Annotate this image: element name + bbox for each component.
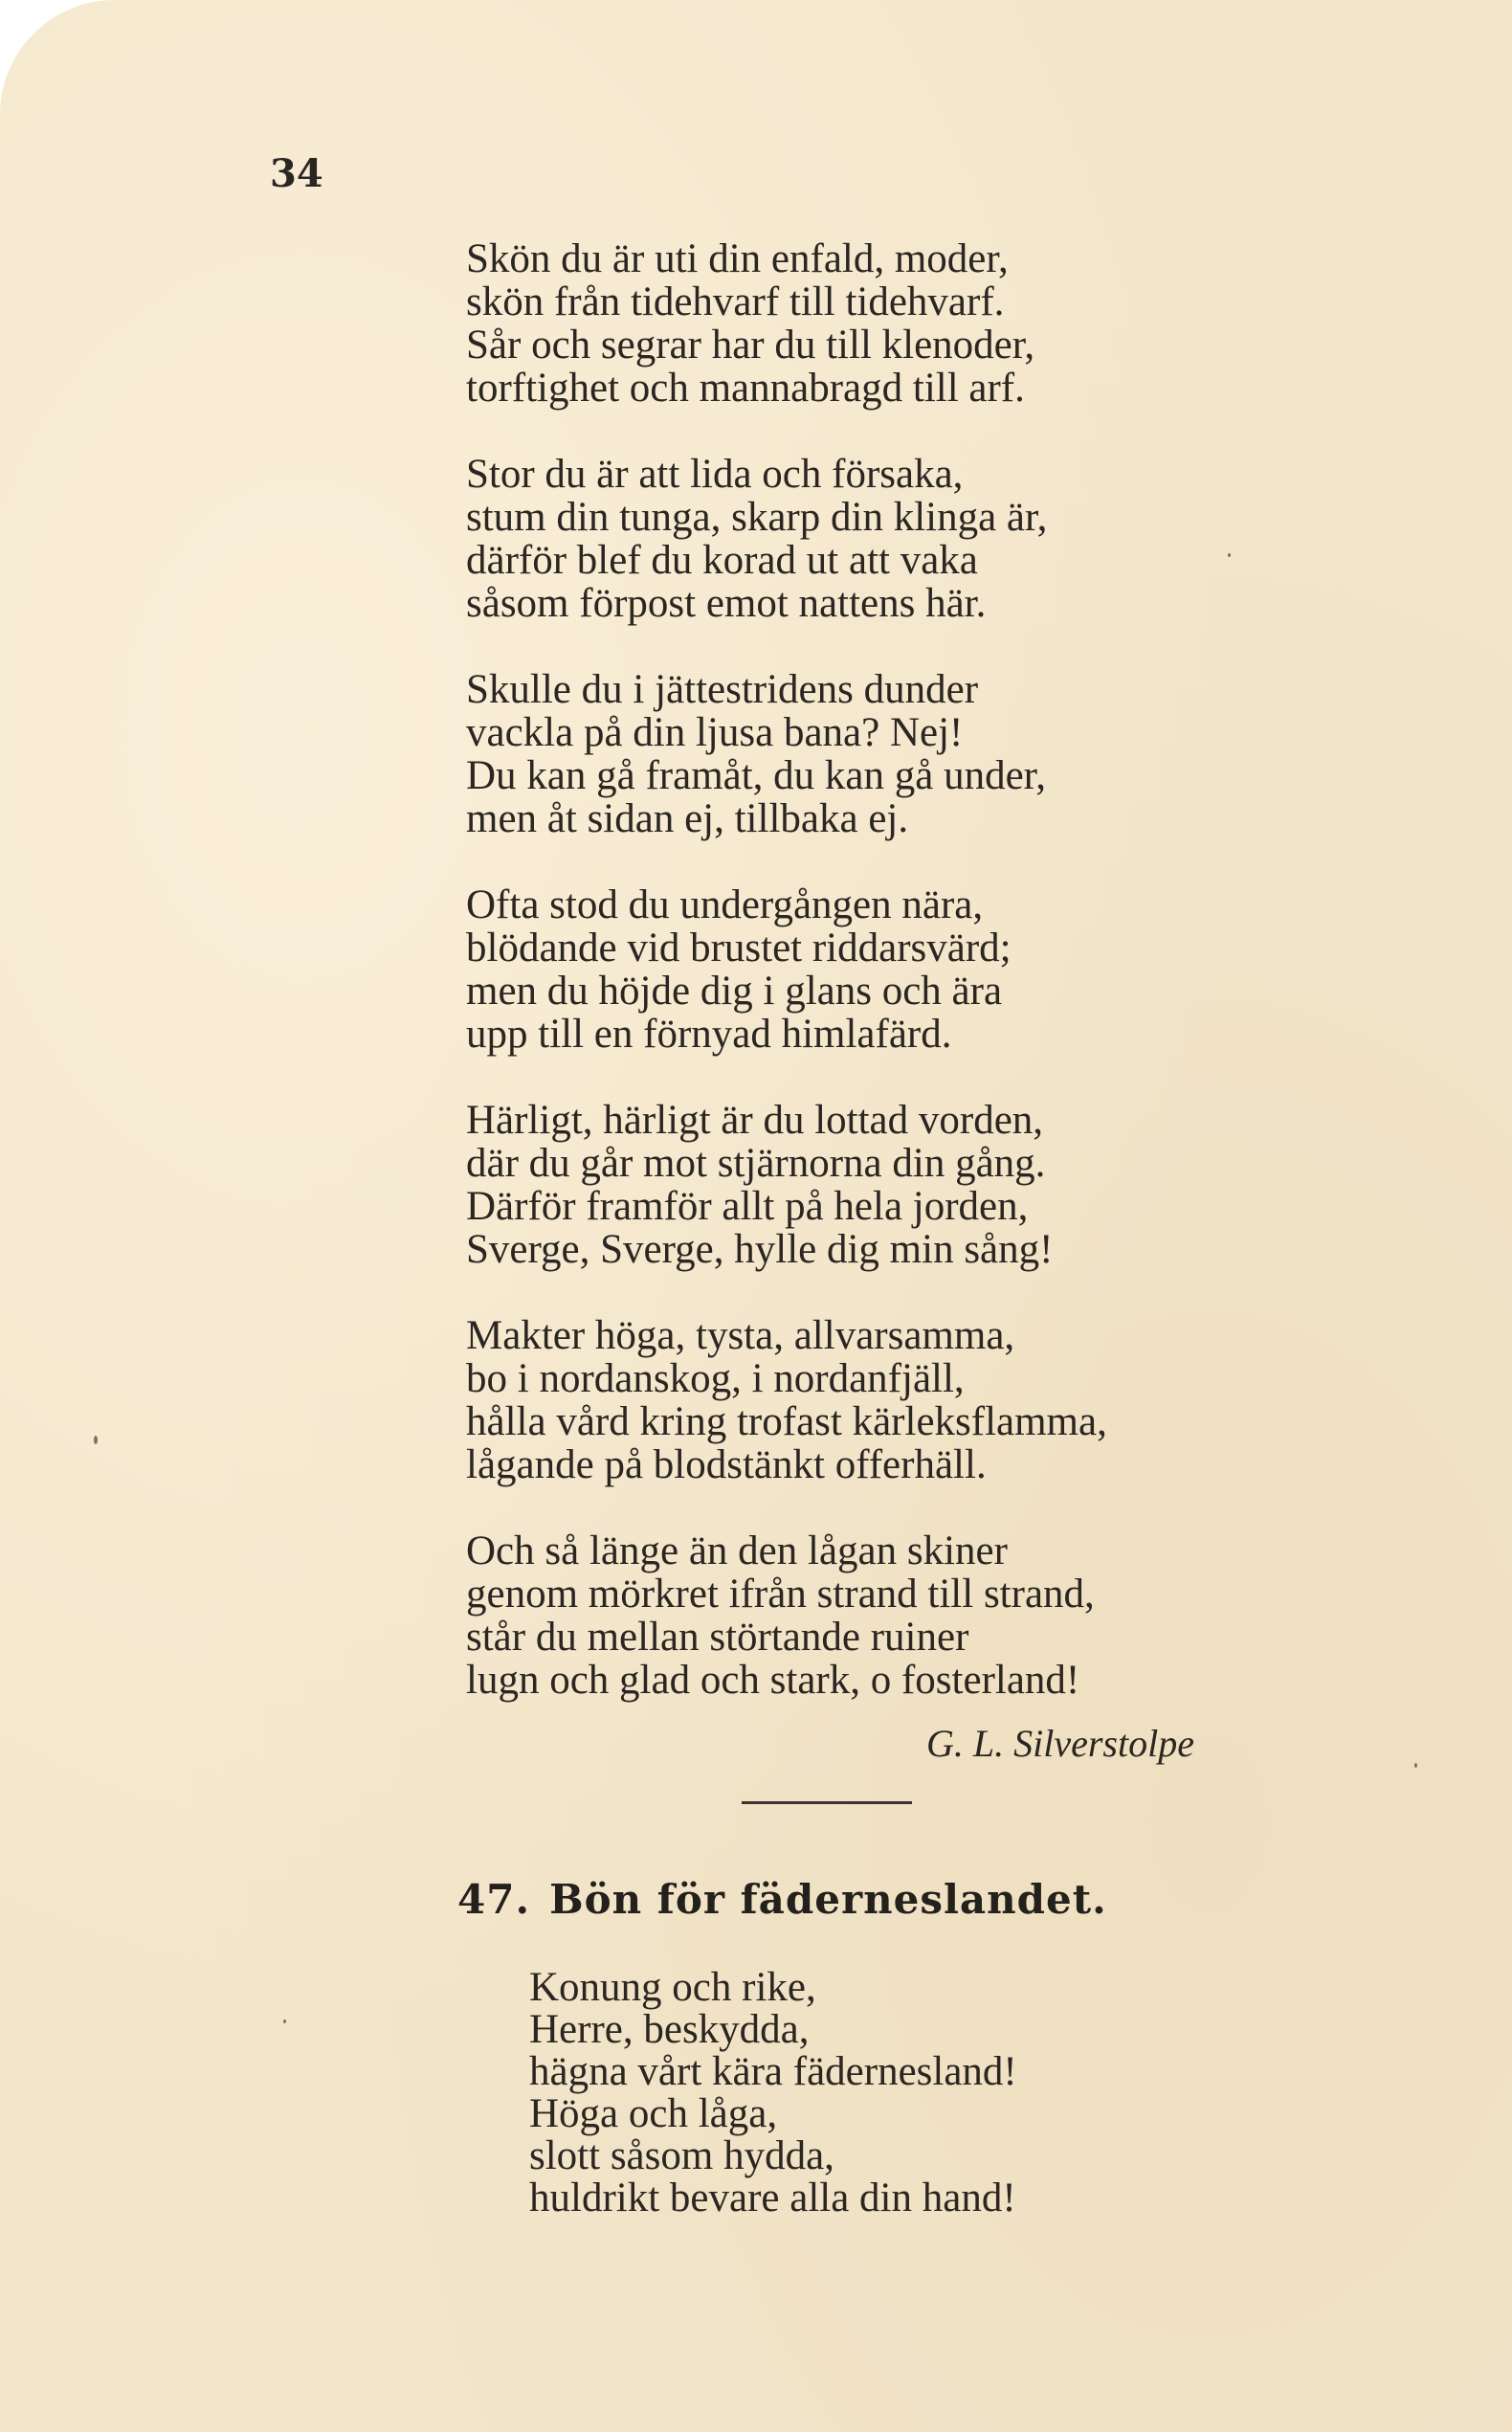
poem-line: men åt sidan ej, tillbaka ej. <box>466 796 909 841</box>
poem-line: står du mellan störtande ruiner <box>466 1615 969 1660</box>
prayer-line: Konung och rike, <box>529 1965 816 2010</box>
poem-line: skön från tidehvarf till tidehvarf. <box>466 279 1005 324</box>
poem-stanza <box>466 668 1327 840</box>
poem-line: vackla på din ljusa bana? Nej! <box>466 710 964 755</box>
poem-line: Härligt, härligt är du lottad vorden, <box>466 1098 1044 1143</box>
prayer-line: huldrikt bevare alla din hand! <box>529 2175 1016 2220</box>
poem-line: lugn och glad och stark, o fosterland! <box>466 1658 1080 1703</box>
poem-line: hålla vård kring trofast kärleksflamma, <box>466 1399 1107 1444</box>
prayer-line: hägna vårt kära fädernesland! <box>529 2049 1017 2094</box>
section-title: Bön för fäderneslandet. <box>549 1876 1107 1923</box>
poem-line: blödande vid brustet riddarsvärd; <box>466 926 1012 971</box>
section-number: 47. <box>457 1876 531 1923</box>
poem-line: Sverge, Sverge, hylle dig min sång! <box>466 1227 1054 1272</box>
poem-line: upp till en förnyad himlafärd. <box>466 1012 952 1057</box>
poem-line: bo i nordanskog, i nordanfjäll, <box>466 1356 965 1401</box>
paper-speck <box>94 1436 98 1444</box>
poem-line: stum din tunga, skarp din klinga är, <box>466 495 1048 540</box>
poem-line: Du kan gå framåt, du kan gå under, <box>466 753 1047 798</box>
prayer-body <box>529 1967 1017 2220</box>
paper-speck <box>1414 1763 1417 1768</box>
poem-author-signature: G. L. Silverstolpe <box>926 1722 1194 1765</box>
poem-line: Därför framför allt på hela jorden, <box>466 1184 1029 1229</box>
poem-line: Sår och segrar har du till klenoder, <box>466 323 1035 368</box>
poem-stanza <box>466 453 1327 625</box>
poem-body <box>466 237 1327 1745</box>
poem-line: därför blef du korad ut att vaka <box>466 538 978 583</box>
page-number: 34 <box>270 151 323 196</box>
poem-line: Ofta stod du undergången nära, <box>466 882 984 927</box>
poem-stanza <box>466 237 1327 410</box>
poem-line: såsom förpost emot nattens här. <box>466 581 987 626</box>
poem-stanza <box>466 1529 1327 1702</box>
poem-line: Och så länge än den lågan skiner <box>466 1528 1008 1573</box>
paper-speck <box>283 2019 286 2023</box>
prayer-line: Höga och låga, <box>529 2091 778 2136</box>
poem-line: lågande på blodstänkt offerhäll. <box>466 1442 987 1487</box>
poem-line: där du går mot stjärnorna din gång. <box>466 1141 1046 1186</box>
paper-speck <box>1228 553 1231 557</box>
poem-line: genom mörkret ifrån strand till strand, <box>466 1572 1095 1617</box>
poem-line: Skön du är uti din enfald, moder, <box>466 236 1009 281</box>
poem-line: torftighet och mannabragd till arf. <box>466 366 1025 411</box>
section-divider <box>742 1801 912 1804</box>
poem-line: men du höjde dig i glans och ära <box>466 969 1003 1014</box>
prayer-line: slott såsom hydda, <box>529 2133 834 2178</box>
section-heading <box>457 1876 1107 1923</box>
poem-line: Skulle du i jättestridens dunder <box>466 667 979 712</box>
poem-stanza <box>466 883 1327 1056</box>
poem-line: Stor du är att lida och försaka, <box>466 452 964 497</box>
poem-stanza <box>466 1099 1327 1271</box>
prayer-line: Herre, beskydda, <box>529 2007 810 2052</box>
poem-stanza <box>466 1314 1327 1486</box>
poem-line: Makter höga, tysta, allvarsamma, <box>466 1313 1015 1358</box>
